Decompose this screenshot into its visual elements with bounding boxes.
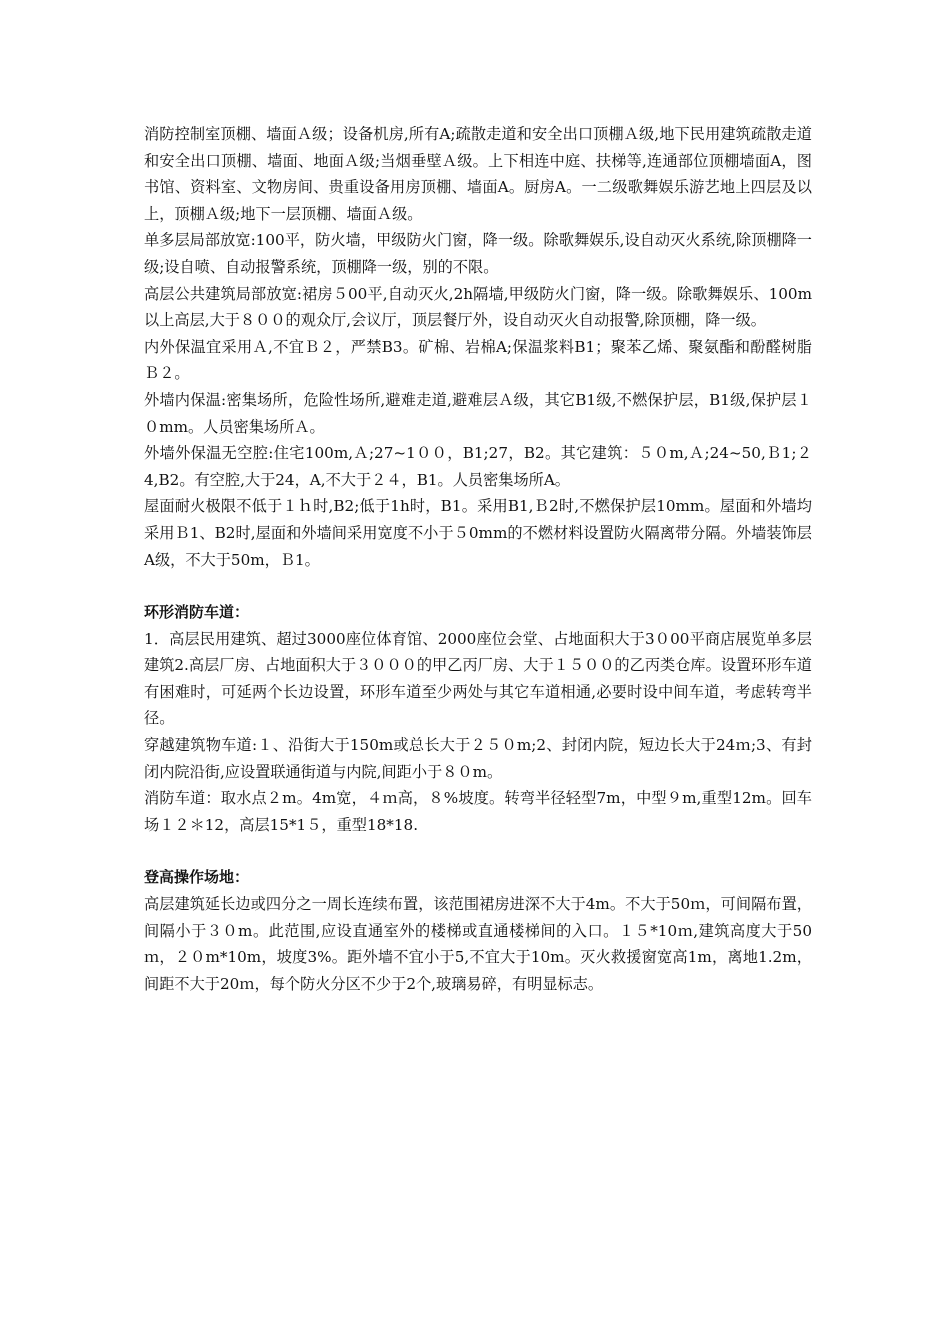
heading-fire-lane: 环形消防车道： [144, 603, 250, 622]
blank-line [144, 573, 812, 599]
heading-climbing-area: 登高操作场地： [144, 868, 250, 887]
paragraph-interior-finish: 消防控制室顶棚、墙面Ａ级；设备机房,所有A;疏散走道和安全出口顶棚Ａ级,地下民用建筑疏散走道和安全出口顶棚、墙面、地面Ａ级;当烟垂壁Ａ级。上下相连中庭、扶梯等,连通部位顶棚墙面A，图书馆、资料室、文物房间、贵重设备用房顶棚、墙面A。厨房A。一二级歌舞娱乐游艺地上四层及以上，顶棚Ａ级;地下一层顶棚、墙面Ａ级。 [144, 125, 812, 223]
paragraph-fire-lane-specs: 消防车道：取水点２m。4m宽，４ｍ高，８%坡度。转弯半径轻型7m，中型９m,重型12m。回车场１２＊12，高层15*1５，重型18*18. [144, 789, 812, 834]
paragraph-high-rise-relaxation: 高层公共建筑局部放宽:裙房５00平,自动灭火,2h隔墙,甲级防火门窗，降一级。除歌舞娱乐、100m以上高层,大于８００的观众厅,会议厅，顶层餐厅外，设自动灭火自动报警,除顶棚，降一级。 [144, 284, 812, 330]
paragraph-climbing-area: 高层建筑延长边或四分之一周长连续布置，该范围裙房进深不大于4m。不大于50ｍ，可间隔布置，间隔小于３０m。此范围,应设直通室外的楼梯或直通楼梯间的入口。１５*10ｍ,建筑高度大于50ｍ，２０m*10m，坡度3%。距外墙不宜小于5,不宜大于10m。灭火救援窗宽高1m，离地1.2m，间距不大于20ｍ，每个防火分区不少于2个,玻璃易碎，有明显标志。 [144, 895, 812, 993]
blank-line [144, 838, 812, 864]
paragraph-roof-fire-rating: 屋面耐火极限不低于１ｈ时,B2;低于1h时，B1。采用B1,Ｂ2时,不燃保护层10mm。屋面和外墙均采用Ｂ1、B2时,屋面和外墙间采用宽度不小于５0mm的不燃材料设置防火隔离带分隔。外墙装饰层A级，不大于50m，Ｂ1。 [144, 497, 812, 569]
paragraph-low-rise-relaxation: 单多层局部放宽:100平，防火墙，甲级防火门窗，降一级。除歌舞娱乐,设自动灭火系统,除顶棚降一级;设自喷、自动报警系统，顶棚降一级，别的不限。 [144, 231, 812, 276]
document-body [144, 121, 812, 997]
paragraph-ring-fire-lane: 1．高层民用建筑、超过3000座位体育馆、2000座位会堂、占地面积大于3０00平商店展览单多层建筑2.高层厂房、占地面积大于３０００的甲乙丙厂房、大于１５００的乙丙类仓库。设置环形车道有困难时，可延两个长边设置，环形车道至少两处与其它车道相通,必要时设中间车道，考虑转弯半径。 [144, 629, 812, 728]
paragraph-through-building-lane: 穿越建筑物车道:１、沿街大于150m或总长大于２５０m;2、封闭内院，短边长大于24ｍ;3、有封闭内院沿街,应设置联通街道与内院,间距小于８０m。 [144, 736, 812, 781]
paragraph-insulation-materials: 内外保温宜采用Ａ,不宜Ｂ２，严禁B3。矿棉、岩棉A;保温浆料B1；聚苯乙烯、聚氨酯和酚醛树脂Ｂ２。 [144, 337, 812, 383]
paragraph-exterior-insulation: 外墙外保温无空腔:住宅100m,Ａ;27~1００，B1;27，B2。其它建筑：５０m,Ａ;24~50,Ｂ1;２4,B2。有空腔,大于24，A,不大于２４，B1。人员密集场所A。 [144, 444, 812, 489]
paragraph-interior-insulation: 外墙内保温:密集场所，危险性场所,避难走道,避难层Ａ级，其它B1级,不燃保护层，B1级,保护层１０mm。人员密集场所Ａ。 [144, 390, 812, 436]
